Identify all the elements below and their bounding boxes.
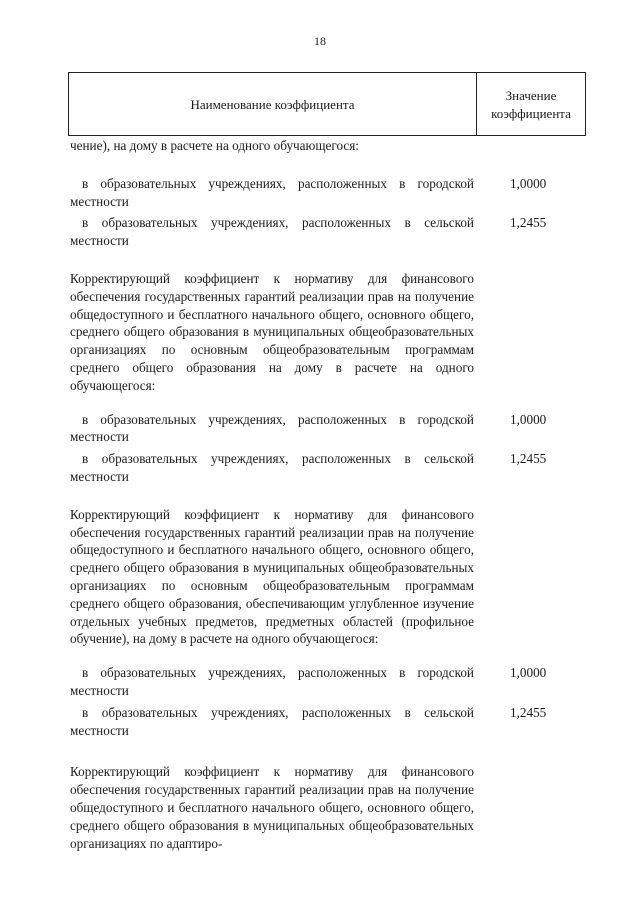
row-value: 1,0000	[510, 665, 547, 681]
header-coefficient-name: Наименование коэффициента	[190, 97, 355, 112]
table-row	[70, 763, 590, 852]
page-number: 18	[314, 34, 326, 48]
row-text: Корректирующий коэффициент к нормативу для финансового обеспечения государственных гарантий реализации прав на получение общедоступного и бесплатного начального общего, основного общего, среднего общего образования в муниципальных общеобразовательных организациях по основным общеобразовательным программам среднего общего образования, обеспечивающим углубленное изучение отдельных учебных предметов, предметных областей (профильное обучение), на дому в расчете на одного обучающегося:	[70, 506, 474, 647]
row-text: чение), на дому в расчете на одного обучающегося:	[70, 138, 359, 153]
row-text: Корректирующий коэффициент к нормативу для финансового обеспечения государственных гарантий реализации прав на получение общедоступного и бесплатного начального общего, основного общего, среднего общего образования в муниципальных общеобразовательных организациях по адаптиро-	[70, 764, 474, 851]
table-row	[70, 411, 590, 447]
table-row	[70, 704, 590, 740]
row-text: в образовательных учреждениях, расположенных в сельской местности	[70, 451, 474, 484]
row-text: в образовательных учреждениях, расположенных в городской местности	[70, 665, 474, 698]
header-value-line1: Значение	[505, 88, 557, 103]
table-row	[70, 270, 590, 395]
table-row	[70, 664, 590, 700]
header-coefficient-value	[477, 73, 585, 137]
row-value: 1,2455	[510, 704, 547, 720]
row-text: Корректирующий коэффициент к нормативу для финансового обеспечения государственных гарантий реализации прав на получение общедоступного и бесплатного начального общего, основного общего, среднего общего образования в муниципальных общеобразовательных организациях по основным общеобразовательным программам среднего общего образования на дому в расчете на одного обучающегося:	[70, 270, 474, 393]
header-value-line2: коэффициента	[491, 106, 571, 121]
table-row	[70, 450, 590, 486]
row-value: 1,0000	[510, 175, 547, 191]
table-row	[70, 214, 590, 250]
row-value: 1,0000	[510, 411, 547, 427]
table-row	[70, 506, 590, 648]
table-header	[68, 72, 586, 136]
row-value: 1,2455	[510, 215, 547, 231]
table-row	[70, 137, 590, 155]
row-text: в образовательных учреждениях, расположенных в сельской местности	[70, 704, 474, 738]
table-row	[70, 175, 590, 211]
row-value: 1,2455	[510, 451, 547, 467]
document-body	[70, 137, 590, 852]
row-text: в образовательных учреждениях, расположенных в городской местности	[70, 175, 474, 209]
row-text: в образовательных учреждениях, расположенных в сельской местности	[70, 215, 474, 249]
row-text: в образовательных учреждениях, расположенных в городской местности	[70, 411, 474, 445]
